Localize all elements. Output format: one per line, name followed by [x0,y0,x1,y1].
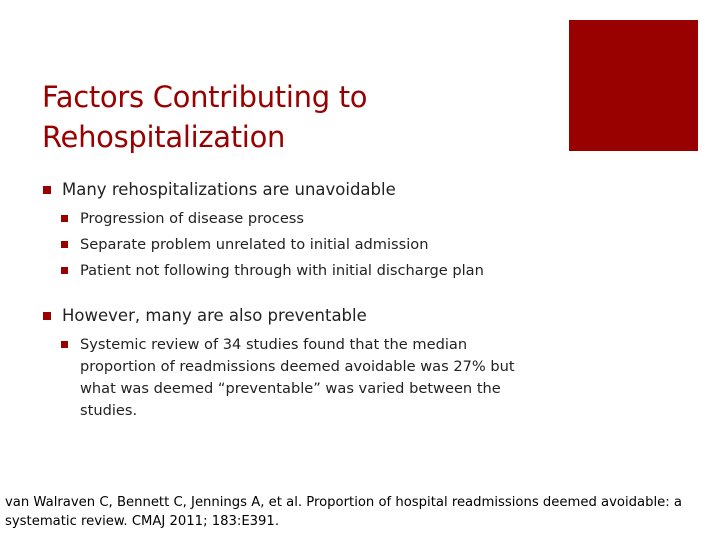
sub-bullet-item [43,334,543,422]
citation: van Walraven C, Bennett C, Jennings A, et al. Proportion of hospital readmissions deemed avoidable: a systematic review. CMAJ 2011; 183:E391. [5,495,682,529]
sub-bullet-item [43,234,543,256]
sub-bullet-text: Patient not following through with initial discharge plan [80,262,484,279]
square-bullet-icon [43,312,51,320]
square-bullet-icon [43,186,51,194]
sub-bullet-item [43,260,543,282]
square-bullet-icon [61,341,68,348]
bullet-group-2 [43,304,543,422]
slide-title: Factors Contributing to Rehospitalization [42,80,368,154]
bullet-item [43,304,543,328]
bullet-group-1 [43,178,543,282]
square-bullet-icon [61,267,68,274]
sub-bullet-text: Progression of disease process [80,210,305,227]
slide-content [43,178,543,422]
bullet-text: Many rehospitalizations are unavoidable [62,180,396,199]
sub-bullet-text: Separate problem unrelated to initial admission [80,236,429,253]
sub-bullet-item [43,208,543,230]
square-bullet-icon [61,215,68,222]
bullet-item [43,178,543,202]
bullet-text: However, many are also preventable [62,306,367,325]
sub-bullet-text: Systemic review of 34 studies found that the median proportion of readmissions deemed avoidable was 27% but what was deemed “preventable” was varied between the studies. [80,336,515,419]
accent-block [569,20,698,151]
square-bullet-icon [61,241,68,248]
